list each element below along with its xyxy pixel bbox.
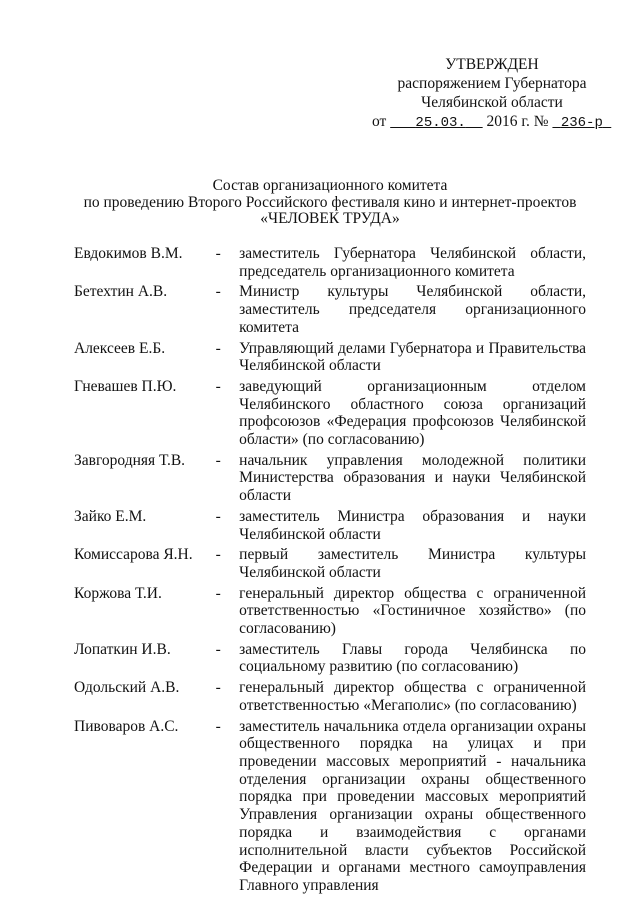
member-row — [74, 245, 586, 280]
member-role: заместитель Главы города Челябинска по социальному развитию (по согласованию) — [239, 640, 586, 676]
member-name: Зайко Е.М. — [74, 507, 147, 525]
member-dash: - — [215, 339, 221, 357]
approval-date: 25.03. — [415, 115, 466, 131]
approval-number: 236-р — [560, 115, 603, 131]
member-role: генеральный директор общества с ограниченной ответственностью «Мегаполис» (по согласованию) — [239, 679, 586, 714]
member-dash: - — [215, 245, 221, 262]
approval-year: 2016 г. № — [486, 113, 549, 130]
members-table — [74, 245, 586, 895]
member-row — [74, 715, 586, 895]
member-dash: - — [215, 377, 221, 395]
member-dash: - — [215, 584, 221, 602]
member-dash: - — [215, 451, 221, 469]
member-dash: - — [215, 283, 221, 301]
member-dash: - — [215, 679, 221, 697]
approval-block — [372, 55, 612, 133]
member-dash: - — [215, 717, 221, 735]
member-role: Управляющий делами Губернатора и Правительства Челябинской области — [239, 339, 586, 375]
member-role: заместитель Министра образования и науки Челябинской области — [239, 507, 586, 543]
member-role: заведующий организационным отделом Челябинского областного союза организаций профсоюзов «Федерация профсоюзов Челябинской области» (по согласованию) — [239, 377, 586, 449]
document-title — [60, 178, 600, 228]
member-name: Завгородняя Т.В. — [74, 451, 186, 469]
approval-date-line — [372, 112, 612, 133]
member-role: заместитель начальника отдела организации охраны общественного порядка на улицах и при проведении массовых мероприятий - начальника отделения организации охраны общественного порядка при проведении массовых мероприятий Управления организации охраны общественного порядка и взаимодействия с органами исполнительной власти субъектов Российской Федерации и органами местного самоуправления Главного управления — [239, 717, 586, 894]
member-role: Министр культуры Челябинской области, заместитель председателя организационного комитета — [239, 283, 586, 336]
member-role: заместитель Губернатора Челябинской области, председатель организационного комитета — [239, 245, 586, 280]
member-row — [74, 337, 586, 375]
member-row — [74, 543, 586, 581]
member-name: Евдокимов В.М. — [74, 245, 183, 262]
member-role: начальник управления молодежной политики Министерства образования и науки Челябинской области — [239, 451, 586, 505]
member-role: генеральный директор общества с ограниченной ответственностью «Гостиничное хозяйство» (по согласованию) — [239, 584, 586, 638]
member-row — [74, 280, 586, 336]
member-name: Бетехтин А.В. — [74, 283, 168, 301]
member-dash: - — [215, 507, 221, 525]
date-prefix: от — [372, 113, 387, 130]
member-row — [74, 375, 586, 449]
member-name: Комиссарова Я.Н. — [74, 546, 193, 564]
title-line-1: Состав организационного комитета — [212, 177, 448, 194]
member-dash: - — [215, 546, 221, 564]
member-row — [74, 505, 586, 543]
member-name: Алексеев Е.Б. — [74, 339, 166, 357]
member-role: первый заместитель Министра культуры Челябинской области — [239, 546, 586, 581]
title-line-2: по проведению Второго Российского фестиваля кино и интернет-проектов — [83, 193, 577, 211]
member-row — [74, 582, 586, 638]
member-name: Лопаткин И.В. — [74, 640, 171, 658]
approval-authority: распоряжением Губернатора — [397, 75, 587, 92]
approval-region: Челябинской области — [421, 94, 563, 111]
member-row — [74, 676, 586, 714]
member-dash: - — [215, 640, 221, 658]
member-row — [74, 638, 586, 676]
member-name: Одольский А.В. — [74, 679, 180, 697]
approval-heading: УТВЕРЖДЕН — [445, 56, 539, 73]
member-name: Гневашев П.Ю. — [74, 377, 177, 395]
member-row — [74, 449, 586, 505]
member-name: Коржова Т.И. — [74, 584, 162, 602]
title-line-3: «ЧЕЛОВЕК ТРУДА» — [260, 210, 400, 227]
member-name: Пивоваров А.С. — [74, 717, 179, 735]
